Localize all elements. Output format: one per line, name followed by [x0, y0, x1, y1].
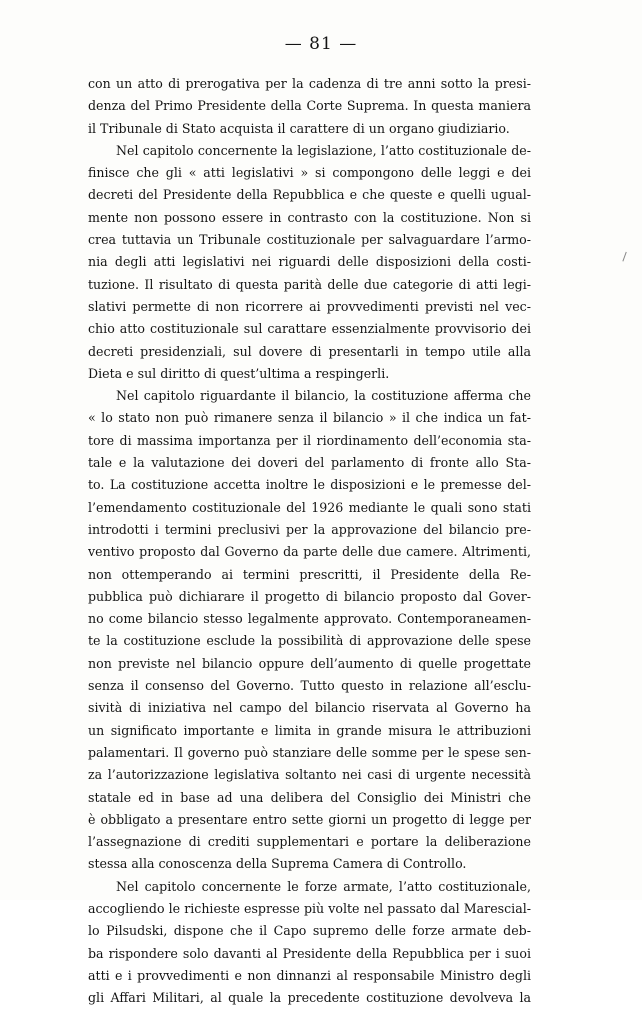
text-line: è obbligato a presentare entro sette giorni un progetto di legge per [88, 811, 531, 827]
text-line: te la costituzione esclude la possibilità di approvazione delle spese [88, 633, 531, 649]
text-line: tuzione. Il risultato di questa parità delle due categorie di atti legi- [88, 276, 531, 292]
text-line: l’assegnazione di crediti supplementari e portare la deliberazione [88, 834, 531, 850]
body-text [88, 73, 531, 1009]
text-line: non ottemperando ai termini prescritti, il Presidente della Re- [88, 566, 531, 582]
text-line: « lo stato non può rimanere senza il bilancio » il che indica un fat- [88, 410, 531, 426]
text-line: decreti del Presidente della Repubblica e che queste e quelli ugual- [88, 187, 531, 203]
text-line: il Tribunale di Stato acquista il carattere di un organo giudiziario. [88, 120, 510, 136]
text-line: accogliendo le richieste espresse più volte nel passato dal Marescial- [88, 900, 531, 916]
text-line: stessa alla conoscenza della Suprema Camera di Controllo. [88, 856, 467, 872]
text-line: ba rispondere solo davanti al Presidente della Repubblica per i suoi [88, 945, 531, 961]
text-line: con un atto di prerogativa per la cadenza di tre anni sotto la presi- [88, 76, 531, 91]
paragraph-first-line: Nel capitolo riguardante il bilancio, la costituzione afferma che [116, 388, 531, 404]
paragraph-first-line: Nel capitolo concernente la legislazione, l’atto costituzionale de- [116, 142, 531, 158]
text-line: no come bilancio stesso legalmente approvato. Contemporaneamen- [88, 611, 531, 627]
text-line: tale e la valutazione dei doveri del parlamento di fronte allo Sta- [88, 455, 531, 471]
text-line: Dieta e sul diritto di quest’ultima a respingerli. [88, 365, 390, 381]
text-line: non previste nel bilancio oppure dell’aumento di quelle progettate [88, 655, 531, 671]
text-line: un significato importante e limita in grande misura le attribuzioni [88, 722, 531, 738]
text-line: crea tuttavia un Tribunale costituzionale per salvaguardare l’armo- [88, 232, 531, 248]
text-line: palamentari. Il governo può stanziare delle somme per le spese sen- [88, 744, 531, 760]
text-line: mente non possono essere in contrasto con la costituzione. Non si [88, 209, 531, 225]
text-line: decreti presidenziali, sul dovere di presentarli in tempo utile alla [88, 343, 531, 359]
text-line: pubblica può dichiarare il progetto di bilancio proposto dal Gover- [88, 588, 531, 604]
text-line: gli Affari Militari, al quale la precedente costituzione devolveva la [88, 990, 531, 1006]
page-number: — 81 — [284, 34, 358, 54]
scan-mark [622, 252, 628, 262]
text-line: atti e i provvedimenti e non dinnanzi al responsabile Ministro degli [88, 967, 531, 983]
text-line: ventivo proposto dal Governo da parte delle due camere. Altrimenti, [88, 544, 531, 560]
text-line: to. La costituzione accetta inoltre le disposizioni e le premesse del- [88, 477, 531, 493]
text-line: za l’autorizzazione legislativa soltanto nei casi di urgente necessità [88, 767, 531, 783]
text-line: finisce che gli « atti legislativi » si compongono delle leggi e dei [88, 165, 531, 181]
text-line: statale ed in base ad una delibera del Consiglio dei Ministri che [88, 789, 531, 805]
text-line: nia degli atti legislativi nei riguardi delle disposizioni della costi- [88, 254, 531, 270]
paragraph-first-line: Nel capitolo concernente le forze armate, l’atto costituzionale, [116, 878, 531, 894]
text-line: slativi permette di non ricorrere ai provvedimenti previsti nel vec- [88, 298, 531, 314]
text-line: l’emendamento costituzionale del 1926 mediante le quali sono stati [88, 499, 531, 515]
text-line: sività di iniziativa nel campo del bilancio riservata al Governo ha [88, 700, 531, 716]
text-line: chio atto costituzionale sul carattare essenzialmente provvisorio dei [88, 321, 531, 337]
text-line: tore di massima importanza per il riordinamento dell’economia sta- [88, 432, 531, 448]
text-line: senza il consenso del Governo. Tutto questo in relazione all’esclu- [88, 678, 531, 694]
text-line: lo Pilsudski, dispone che il Capo supremo delle forze armate deb- [88, 923, 531, 939]
text-line: introdotti i termini preclusivi per la approvazione del bilancio pre- [88, 521, 531, 537]
text-line: denza del Primo Presidente della Corte Suprema. In questa maniera [88, 98, 531, 114]
